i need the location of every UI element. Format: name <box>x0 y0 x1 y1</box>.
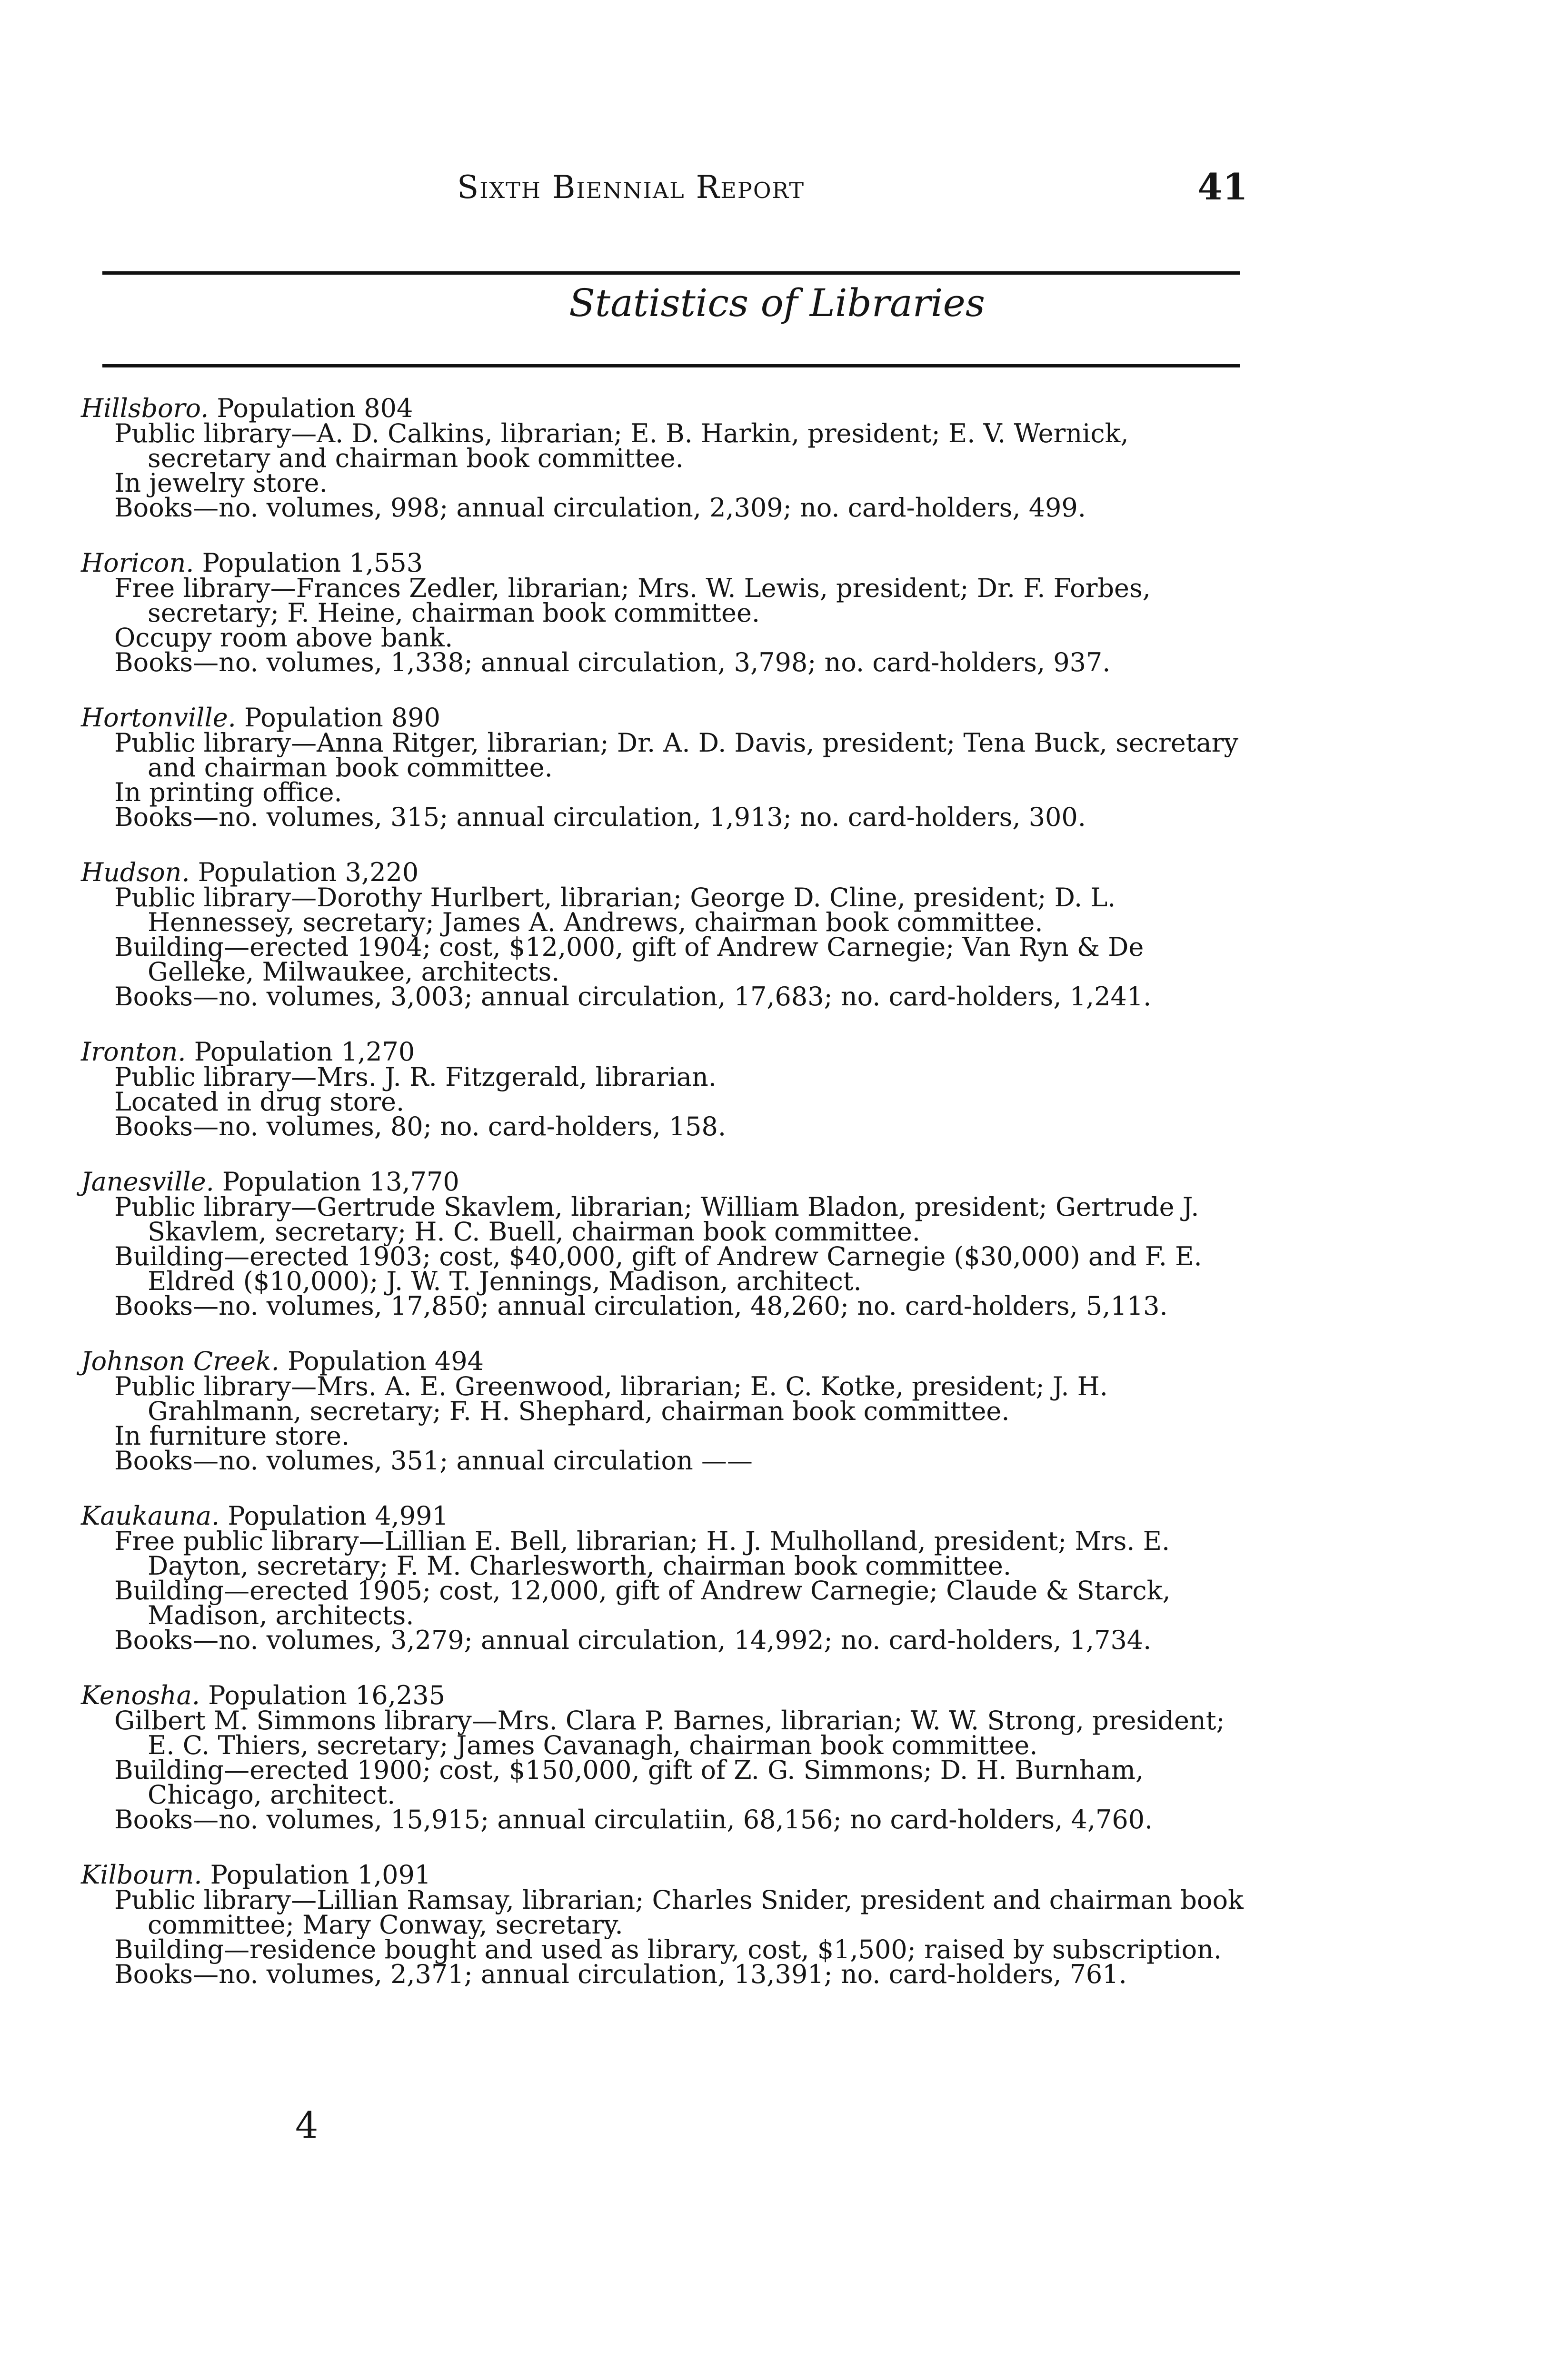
running-head-word: Report <box>696 169 805 206</box>
library-building: Building—erected 1903; cost, $40,000, gift of Andrew Carnegie ($30,000) and F. E. Eldred ($10,000); J. W. T. Jennings, Madison, architect. <box>114 1241 1202 1296</box>
library-officers: Free public library—Lillian E. Bell, librarian; H. J. Mulholland, president; Mrs. E. Dayton, secretary; F. M. Charlesworth, chairman book committee. <box>114 1526 1170 1581</box>
bottom-rule <box>102 364 1240 367</box>
place-name: Hortonville. <box>81 703 236 733</box>
place-name: Kaukauna. <box>81 1501 220 1531</box>
top-rule <box>102 271 1240 275</box>
book-statistics: Books—no. volumes, 998; annual circulation, 2,309; no. card-holders, 499. <box>114 493 1086 523</box>
book-statistics: Books—no. volumes, 2,371; annual circulation, 13,391; no. card-holders, 761. <box>114 1959 1127 1989</box>
library-building: Building—erected 1905; cost, 12,000, gift of Andrew Carnegie; Claude & Starck, Madison, architects. <box>114 1576 1171 1630</box>
population: Population 804 <box>217 393 413 423</box>
library-entries <box>81 395 1247 2016</box>
book-statistics: Books—no. volumes, 315; annual circulation, 1,913; no. card-holders, 300. <box>114 802 1086 832</box>
population: Population 13,770 <box>222 1167 459 1197</box>
library-location: In furniture store. <box>114 1421 350 1451</box>
library-officers: Gilbert M. Simmons library—Mrs. Clara P. Barnes, librarian; W. W. Strong, president; E. C. Thiers, secretary; James Cavanagh, chairman book committee. <box>114 1706 1225 1760</box>
entry-heading <box>81 1862 1247 1888</box>
population: Population 16,235 <box>208 1680 446 1710</box>
library-building: Building—residence bought and used as library, cost, $1,500; raised by subscription. <box>114 1934 1222 1964</box>
population: Population 494 <box>287 1346 484 1376</box>
library-entry <box>81 393 1247 523</box>
place-name: Horicon. <box>81 548 194 578</box>
running-head <box>457 169 805 206</box>
population: Population 1,091 <box>210 1860 431 1890</box>
entry-heading <box>81 1039 1247 1065</box>
place-name: Hudson. <box>81 857 190 887</box>
running-head-word: Biennial <box>552 169 685 206</box>
place-name: Hillsboro. <box>81 393 209 423</box>
place-name: Ironton. <box>81 1037 186 1067</box>
entry-heading <box>81 1348 1247 1374</box>
library-entry <box>81 1039 1247 1139</box>
library-location: Located in drug store. <box>114 1087 405 1117</box>
entry-heading <box>81 550 1247 576</box>
library-entry <box>81 1169 1247 1319</box>
place-name: Kilbourn. <box>81 1860 202 1890</box>
book-statistics: Books—no. volumes, 15,915; annual circulatiin, 68,156; no card-holders, 4,760. <box>114 1805 1153 1835</box>
entry-heading <box>81 1682 1247 1708</box>
library-entry <box>81 1503 1247 1653</box>
library-officers: Public library—Lillian Ramsay, librarian; Charles Snider, president and chairman book committee; Mary Conway, secretary. <box>114 1885 1244 1940</box>
library-officers: Free library—Frances Zedler, librarian; Mrs. W. Lewis, president; Dr. F. Forbes, secretary; F. Heine, chairman book committee. <box>114 573 1151 628</box>
entry-heading <box>81 704 1247 731</box>
entry-heading <box>81 859 1247 885</box>
place-name: Johnson Creek. <box>81 1346 279 1376</box>
library-entry <box>81 1862 1247 1987</box>
book-statistics: Books—no. volumes, 1,338; annual circulation, 3,798; no. card-holders, 937. <box>114 647 1111 677</box>
page-number: 41 <box>1197 166 1248 208</box>
library-entry <box>81 550 1247 675</box>
book-statistics: Books—no. volumes, 17,850; annual circulation, 48,260; no. card-holders, 5,113. <box>114 1291 1168 1321</box>
library-officers: Public library—Mrs. J. R. Fitzgerald, librarian. <box>114 1062 717 1092</box>
book-statistics: Books—no. volumes, 80; no. card-holders, 158. <box>114 1111 727 1141</box>
library-entry <box>81 1346 1247 1476</box>
library-building: Building—erected 1904; cost, $12,000, gift of Andrew Carnegie; Van Ryn & De Gelleke, Milwaukee, architects. <box>114 932 1144 987</box>
library-entry <box>81 1680 1247 1835</box>
book-statistics: Books—no. volumes, 3,279; annual circulation, 14,992; no. card-holders, 1,734. <box>114 1625 1152 1655</box>
library-location: In jewelry store. <box>114 468 328 498</box>
section-title: Statistics of Libraries <box>569 281 985 325</box>
library-officers: Public library—Anna Ritger, librarian; Dr. A. D. Davis, president; Tena Buck, secretary and chairman book committee. <box>114 728 1238 783</box>
place-name: Janesville. <box>81 1167 214 1197</box>
population: Population 1,553 <box>202 548 423 578</box>
library-location: Occupy room above bank. <box>114 623 453 653</box>
population: Population 4,991 <box>228 1501 448 1531</box>
population: Population 3,220 <box>198 857 419 887</box>
library-officers: Public library—Gertrude Skavlem, librarian; William Bladon, president; Gertrude J. Skavlem, secretary; H. C. Buell, chairman book committee. <box>114 1192 1199 1247</box>
entry-heading <box>81 1169 1247 1195</box>
library-officers: Public library—A. D. Calkins, librarian; E. B. Harkin, president; E. V. Wernick, secretary and chairman book committee. <box>114 418 1129 473</box>
signature-mark: 4 <box>295 2104 319 2146</box>
entry-heading <box>81 1503 1247 1529</box>
library-officers: Public library—Dorothy Hurlbert, librarian; George D. Cline, president; D. L. Hennessey, secretary; James A. Andrews, chairman book committee. <box>114 883 1116 937</box>
book-statistics: Books—no. volumes, 3,003; annual circulation, 17,683; no. card-holders, 1,241. <box>114 982 1152 1012</box>
library-officers: Public library—Mrs. A. E. Greenwood, librarian; E. C. Kotke, president; J. H. Grahlmann, secretary; F. H. Shephard, chairman book committee. <box>114 1371 1108 1426</box>
library-entry <box>81 704 1247 830</box>
place-name: Kenosha. <box>81 1680 200 1710</box>
running-head-word: Sixth <box>457 169 541 206</box>
library-building: Building—erected 1900; cost, $150,000, gift of Z. G. Simmons; D. H. Burnham, Chicago, architect. <box>114 1755 1144 1810</box>
population: Population 890 <box>244 703 440 733</box>
entry-heading <box>81 395 1247 421</box>
library-entry <box>81 857 1247 1012</box>
book-statistics: Books—no. volumes, 351; annual circulation —— <box>114 1446 753 1476</box>
library-location: In printing office. <box>114 777 342 807</box>
population: Population 1,270 <box>194 1037 415 1067</box>
